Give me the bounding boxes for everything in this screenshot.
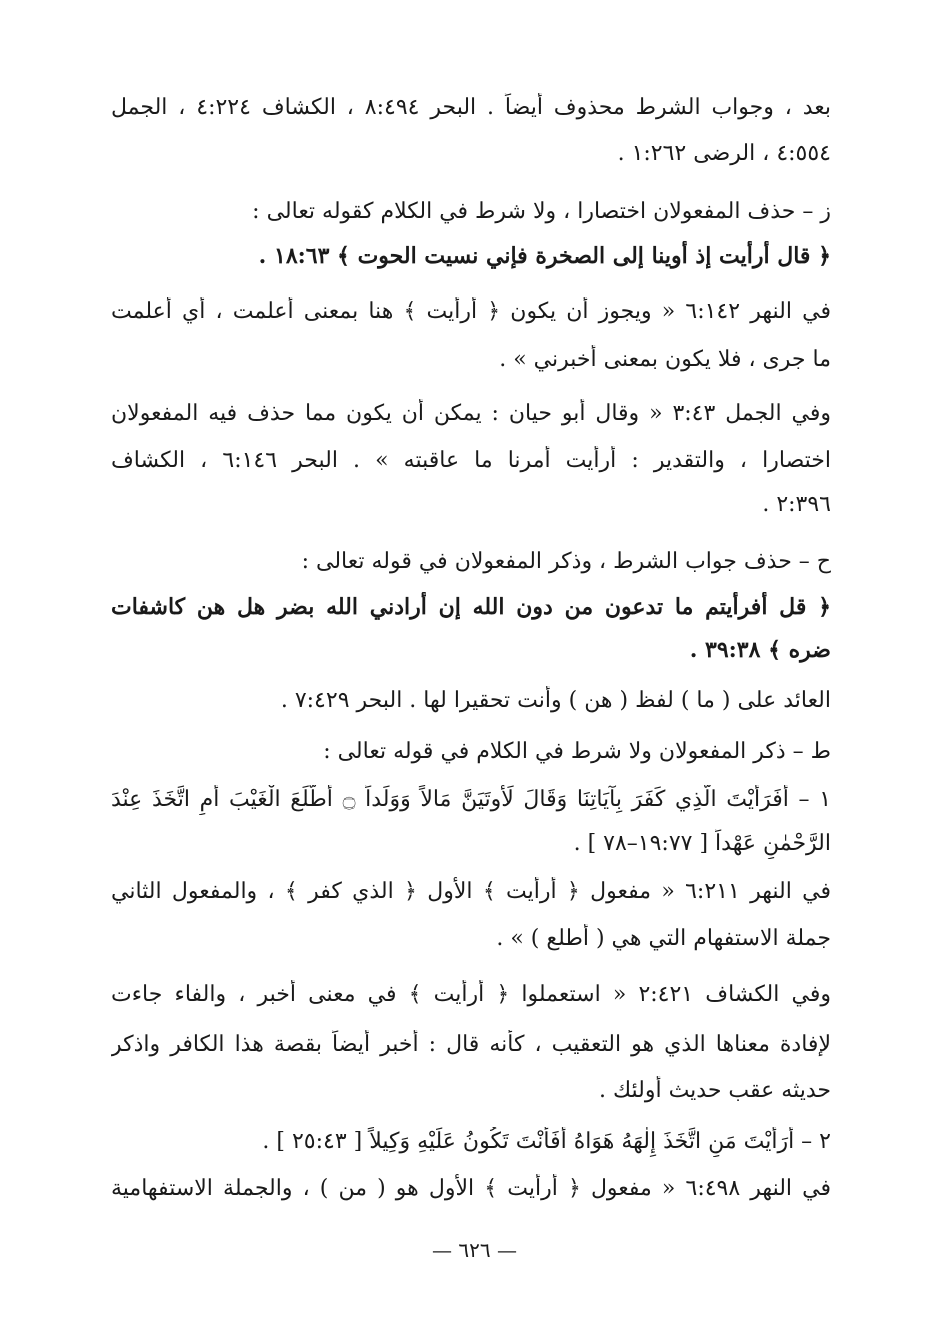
text-line: ٤:٥٥٤ ، الرضى ١:٢٦٢ .: [617, 141, 831, 166]
text-line: العائد على ( ما ) لفظ ( هن ) وأنت تحقيرا لها . البحر ٧:٤٢٩ .: [280, 688, 831, 713]
text-line: ما جرى ، فلا يكون بمعنى أخبرني » .: [499, 347, 831, 372]
quran-verse: الرَّحْمٰنِ عَهْداً [ ١٩:٧٧–٧٨ ] .: [573, 831, 831, 856]
text-line: وفي الكشاف ٢:٤٢١ « استعملوا ﴿ أرأيت ﴾ في معنى أخبر ، والفاء جاءت: [111, 982, 831, 1007]
text-line: في النهر ٦:٢١١ « مفعول ﴿ أرأيت ﴾ الأول ﴿ الذي كفر ﴾ ، والمفعول الثاني: [111, 879, 831, 904]
text-line: ٢:٣٩٦ .: [762, 492, 831, 517]
text-line: بعد ، وجواب الشرط محذوف أيضاً . البحر ٨:٤٩٤ ، الكشاف ٤:٢٢٤ ، الجمل: [111, 95, 831, 120]
text-line: جملة الاستفهام التي هي ( أطلع ) » .: [496, 926, 831, 951]
text-line: حديثه عقب حديث أولئك .: [598, 1078, 831, 1103]
section-heading-zay: ز – حذف المفعولان اختصارا ، ولا شرط في الكلام كقوله تعالى :: [252, 199, 831, 224]
text-line: في النهر ٦:١٤٢ « ويجوز أن يكون ﴿ أرأيت ﴾ هنا بمعنى أعلمت ، أي أعلمت: [111, 299, 831, 324]
quran-verse: ١ – أَفَرَأَيْتَ الَّذِي كَفَرَ بِآيَاتِنَا وَقَالَ لَأُوتَيَنَّ مَالاً وَوَلَداً ۝ أَطَّلَعَ الْغَيْبَ أَمِ اتَّخَذَ عِنْدَ: [111, 787, 831, 812]
quran-verse: ضره ﴾ ٣٩:٣٨ .: [689, 637, 831, 663]
section-heading-ha: ح – حذف جواب الشرط ، وذكر المفعولان في قوله تعالى :: [301, 549, 831, 574]
text-line: لإفادة معناها الذي هو التعقيب ، كأنه قال : أخبر أيضاً بقصة هذا الكافر واذكر: [111, 1032, 831, 1057]
text-line: اختصارا ، والتقدير : أرأيت أمرنا ما عاقبته » . البحر ٦:١٤٦ ، الكشاف: [111, 448, 831, 473]
text-line: وفي الجمل ٣:٤٣ « وقال أبو حيان : يمكن أن يكون مما حذف فيه المفعولان: [111, 401, 831, 426]
quran-verse: ٢ – أَرَأَيْتَ مَنِ اتَّخَذَ إِلٰهَهُ هَوَاهُ أَفَأَنْتَ تَكُونُ عَلَيْهِ وَكِيلاً [ ٢٥:٤٣ ] .: [262, 1129, 831, 1154]
page-number: — ٦٢٦ —: [432, 1238, 517, 1262]
quran-verse: ﴿ قال أرأيت إذ أوينا إلى الصخرة فإني نسيت الحوت ﴾ ١٨:٦٣ .: [258, 243, 831, 269]
text-line: في النهر ٦:٤٩٨ « مفعول ﴿ أرأيت ﴾ الأول هو ( من ) ، والجملة الاستفهامية: [111, 1176, 831, 1201]
quran-verse: ﴿ قل أفرأيتم ما تدعون من دون الله إن أرادني الله بضر هل هن كاشفات: [111, 594, 831, 620]
section-heading-ta: ط – ذكر المفعولان ولا شرط في الكلام في قوله تعالى :: [323, 739, 831, 764]
